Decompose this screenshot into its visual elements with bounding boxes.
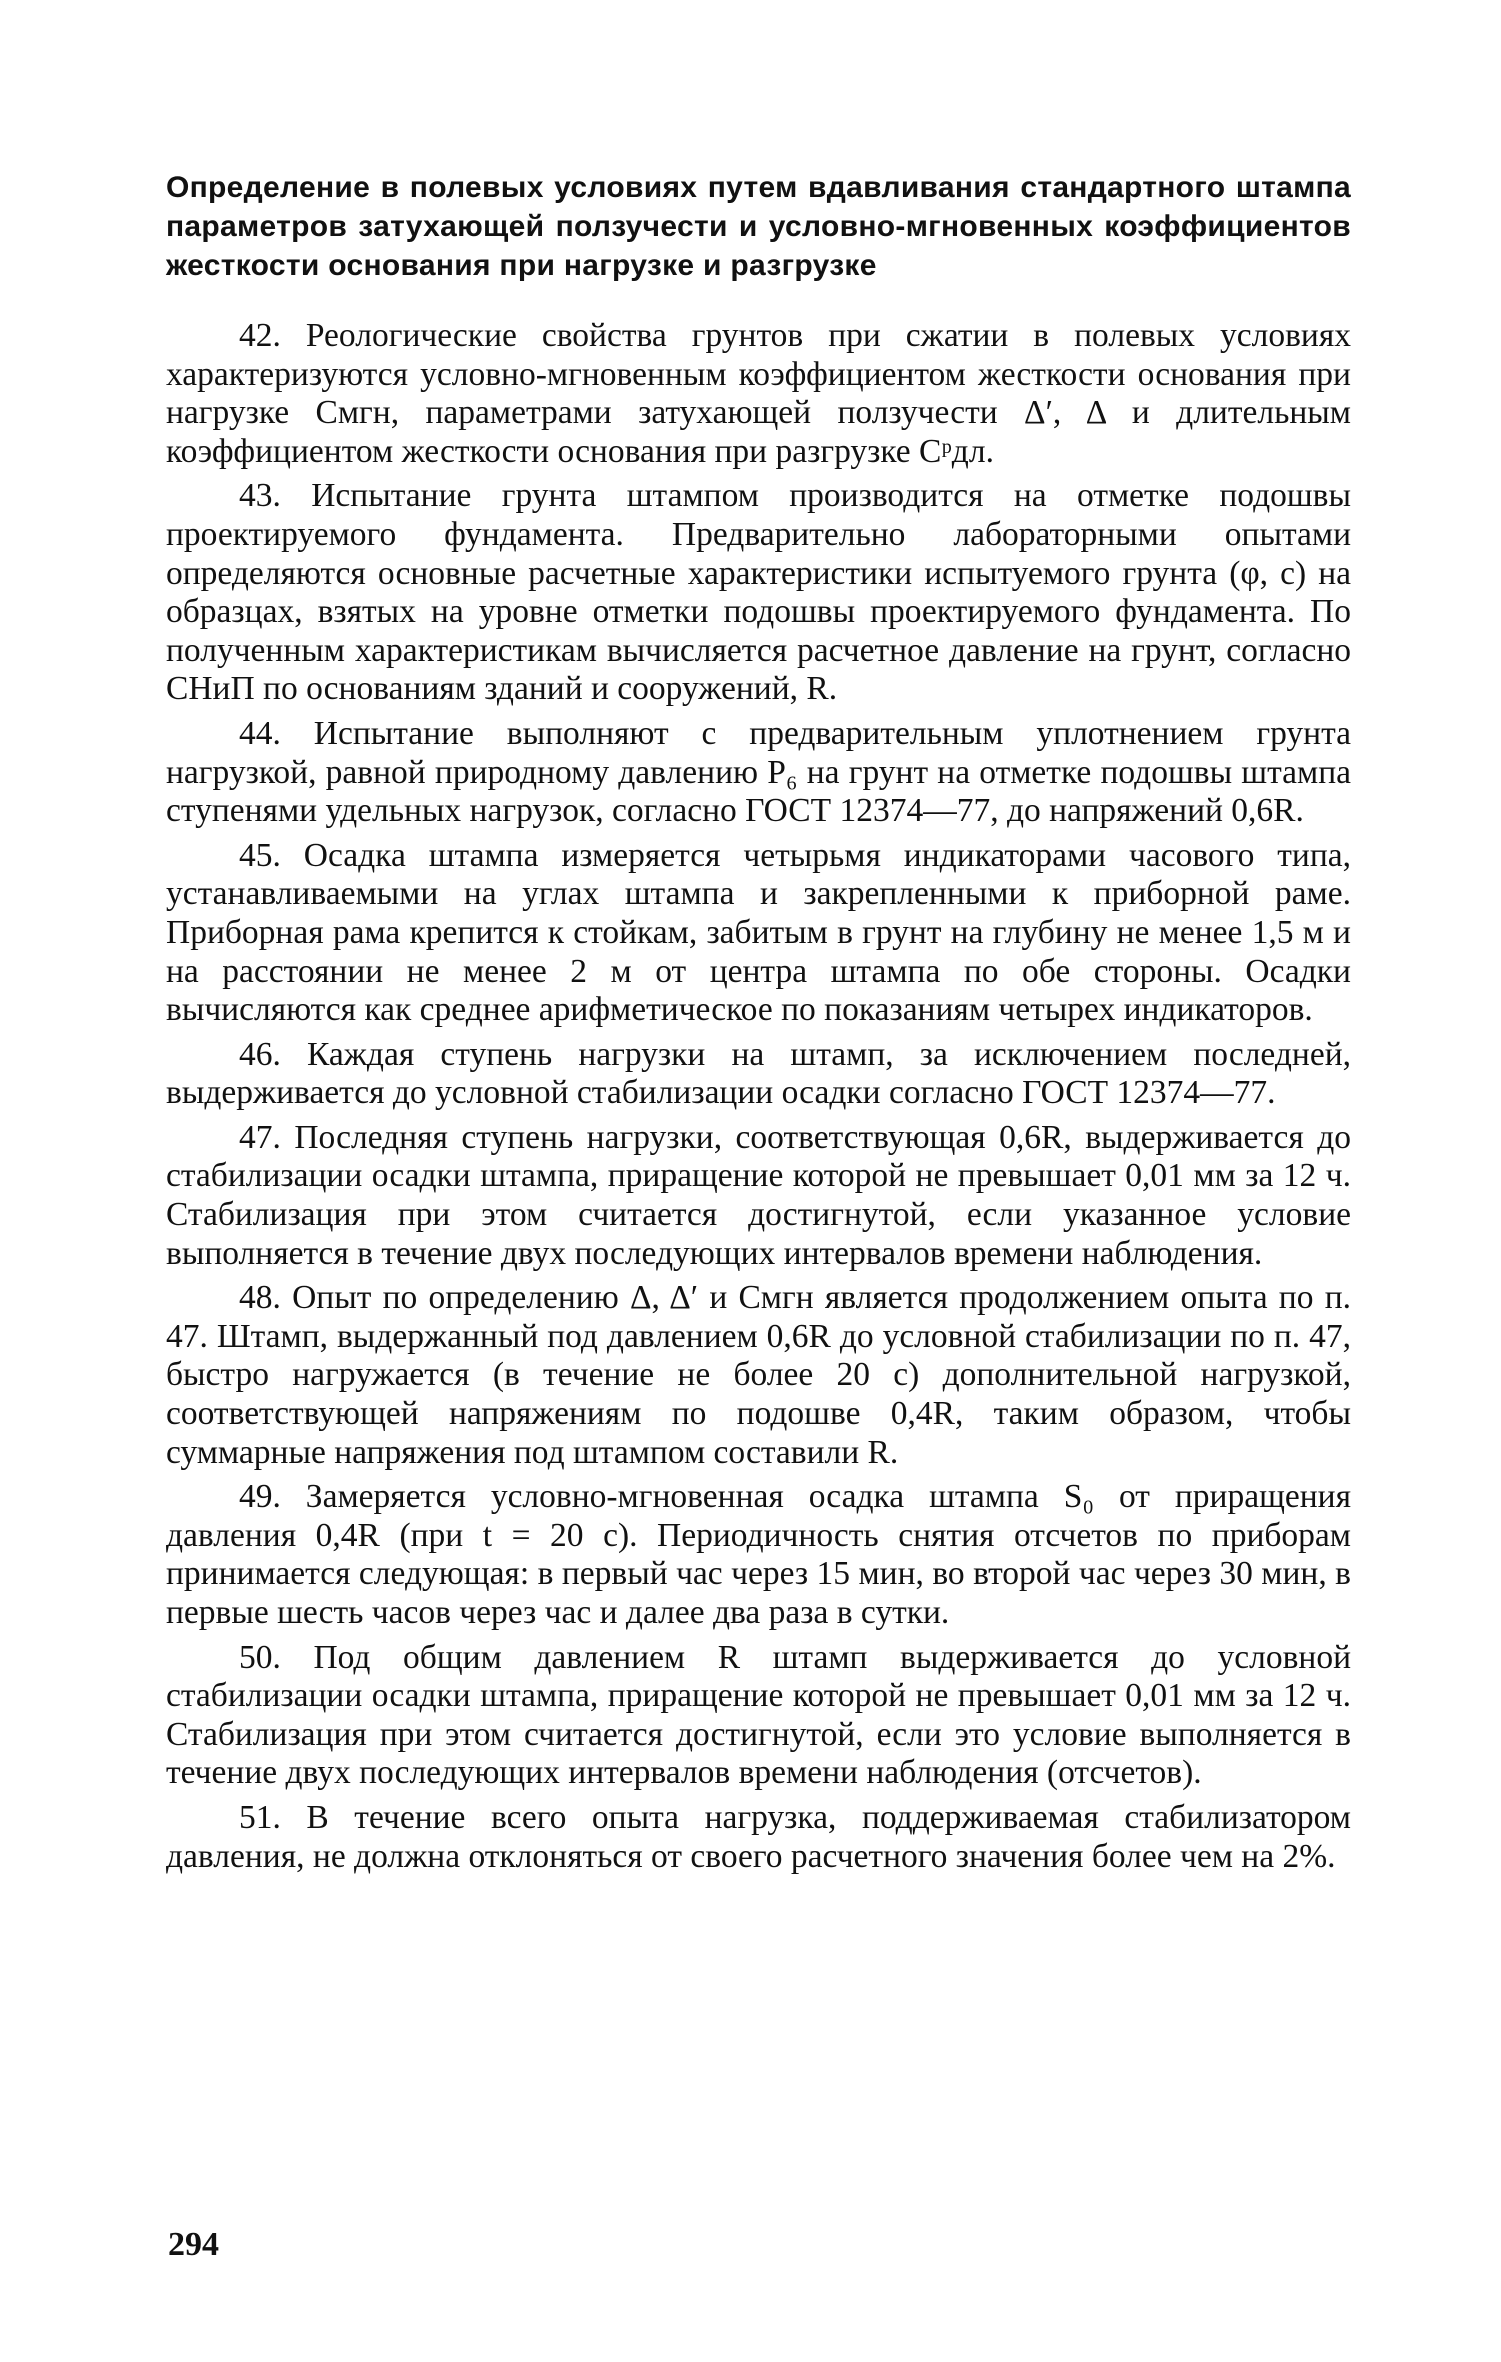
paragraph-45: 45. Осадка штампа измеряется четырьмя индикаторами часового типа, устанавливаемыми на углах штампа и закрепленными к приборной раме. Приборная рама крепится к стойкам, забитым в грунт на глубину не менее 1,5 м и на расстоянии не менее 2 м от центра штампа по обе стороны. Осадки вычисляются как среднее арифметическое по показаниям четырех индикаторов.: [166, 836, 1351, 1029]
paragraph-47: 47. Последняя ступень нагрузки, соответствующая 0,6R, выдерживается до стабилизации осадки штампа, приращение которой не превышает 0,01 мм за 12 ч. Стабилизация при этом считается достигнутой, если указанное условие выполняется в течение двух последующих интервалов времени наблюдения.: [166, 1118, 1351, 1272]
paragraph-43: 43. Испытание грунта штампом производится на отметке подошвы проектируемого фундамента. Предварительно лабораторными опытами определяются основные расчетные характеристики испытуемого грунта (φ, c) на образцах, взятых на уровне отметки подошвы проектируемого фундамента. По полученным характеристикам вычисляется расчетное давление на грунт, согласно СНиП по основаниям зданий и сооружений, R.: [166, 477, 1351, 708]
paragraph-list: [166, 317, 1351, 1876]
section-heading: Определение в полевых условиях путем вдавливания стандартного штампа параметров затухающей ползучести и условно-мгновенных коэффициентов жесткости основания при нагрузке и разгрузке: [166, 171, 1351, 282]
paragraph-48: 48. Опыт по определению Δ, Δ′ и Cмгн является продолжением опыта по п. 47. Штамп, выдержанный под давлением 0,6R до условной стабилизации по п. 47, быстро нагружается (в течение не более 20 с) дополнительной нагрузкой, соответствующей напряжениям по подошве 0,4R, таким образом, чтобы суммарные напряжения под штампом составили R.: [166, 1279, 1351, 1471]
paragraph-46: 46. Каждая ступень нагрузки на штамп, за исключением последней, выдерживается до условной стабилизации осадки согласно ГОСТ 12374—77.: [166, 1035, 1351, 1112]
paragraph-51: 51. В течение всего опыта нагрузка, поддерживаемая стабилизатором давления, не должна отклоняться от своего расчетного значения более чем на 2%.: [166, 1798, 1351, 1875]
paragraph-49: 49. Замеряется условно-мгновенная осадка штампа S₀ от приращения давления 0,4R (при t = 20 с). Периодичность снятия отсчетов по приборам принимается следующая: в первый час через 15 мин, во второй час через 30 мин, в первые шесть часов через час и далее два раза в сутки.: [166, 1478, 1351, 1631]
paragraph-42: 42. Реологические свойства грунтов при сжатии в полевых условиях характеризуются условно-мгновенным коэффициентом жесткости основания при нагрузке Cмгн, параметрами затухающей ползучести Δ′, Δ и длительным коэффициентом жесткости основания при разгрузке Cᵖдл.: [166, 317, 1351, 470]
page-number: 294: [168, 2226, 219, 2263]
document-page: [166, 168, 1351, 1882]
paragraph-50: 50. Под общим давлением R штамп выдерживается до условной стабилизации осадки штампа, приращение которой не превышает 0,01 мм за 12 ч. Стабилизация при этом считается достигнутой, если это условие выполняется в течение двух последующих интервалов времени наблюдения (отсчетов).: [166, 1638, 1351, 1792]
paragraph-44: 44. Испытание выполняют с предварительным уплотнением грунта нагрузкой, равной природному давлению P₆ на грунт на отметке подошвы штампа ступенями удельных нагрузок, согласно ГОСТ 12374—77, до напряжений 0,6R.: [166, 714, 1351, 830]
